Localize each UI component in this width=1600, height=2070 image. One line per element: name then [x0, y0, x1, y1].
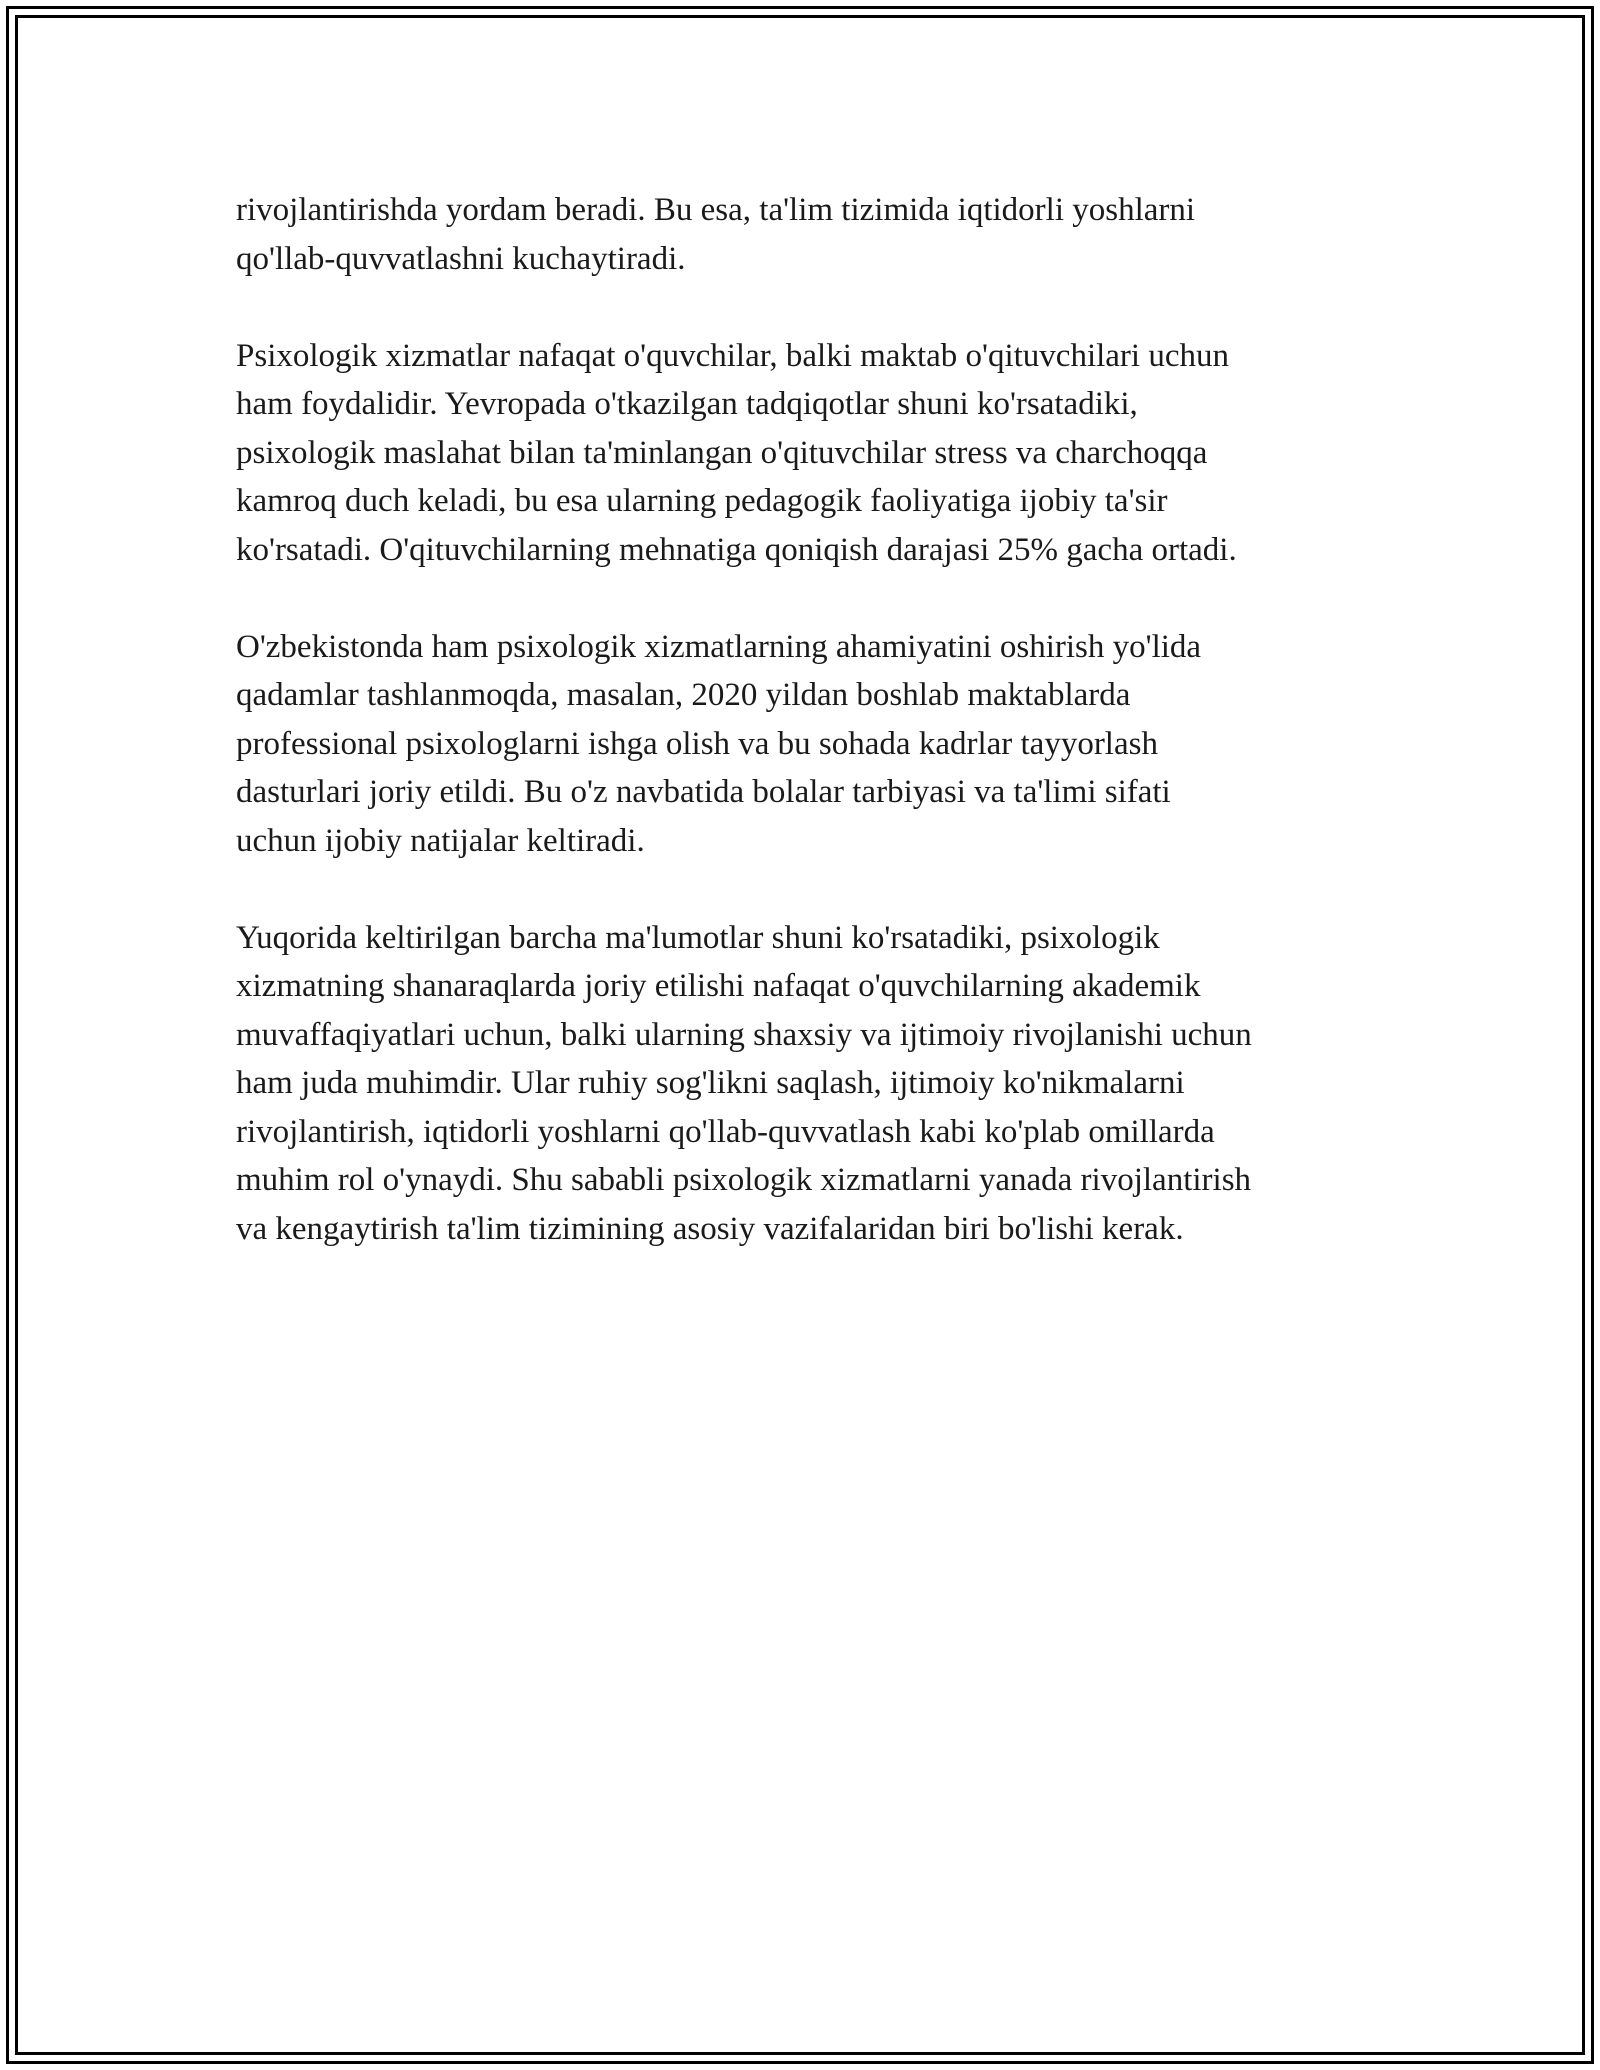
document-body: [236, 186, 1386, 1302]
paragraph-2: Psixologik xizmatlar nafaqat o'quvchilar, balki maktab o'qituvchilari uchun ham foydalidir. Yevropada o'tkazilgan tadqiqotlar shuni ko'rsatadiki, psixologik maslahat bilan ta'minlangan o'qituvchilar stress va charchoqqa kamroq duch keladi, bu esa ularning pedagogik faoliyatiga ijobiy ta'sir ko'rsatadi. O'qituvchilarning mehnatiga qoniqish darajasi 25% gacha ortadi.: [236, 337, 1237, 568]
paragraph-3: O'zbekistonda ham psixologik xizmatlarning ahamiyatini oshirish yo'lida qadamlar tashlanmoqda, masalan, 2020 yildan boshlab maktablarda professional psixologlarni ishga olish va bu sohada kadrlar tayyorlash dasturlari joriy etildi. Bu o'z navbatida bolalar tarbiyasi va ta'limi sifati uchun ijobiy natijalar keltiradi.: [236, 628, 1202, 859]
paragraph-1: rivojlantirishda yordam beradi. Bu esa, ta'lim tizimida iqtidorli yoshlarni qo'llab-quvvatlashni kuchaytiradi.: [236, 192, 1196, 277]
paragraph-4: Yuqorida keltirilgan barcha ma'lumotlar shuni ko'rsatadiki, psixologik xizmatning shanaraqlarda joriy etilishi nafaqat o'quvchilarning akademik muvaffaqiyatlari uchun, balki ularning shaxsiy va ijtimoiy rivojlanishi uchun ham juda muhimdir. Ular ruhiy sog'likni saqlash, ijtimoiy ko'nikmalarni rivojlantirish, iqtidorli yoshlarni qo'llab-quvvatlash kabi ko'plab omillarda muhim rol o'ynaydi. Shu sababli psixologik xizmatlarni yanada rivojlantirish va kengaytirish ta'lim tizimining asosiy vazifalaridan biri bo'lishi kerak.: [236, 919, 1252, 1247]
